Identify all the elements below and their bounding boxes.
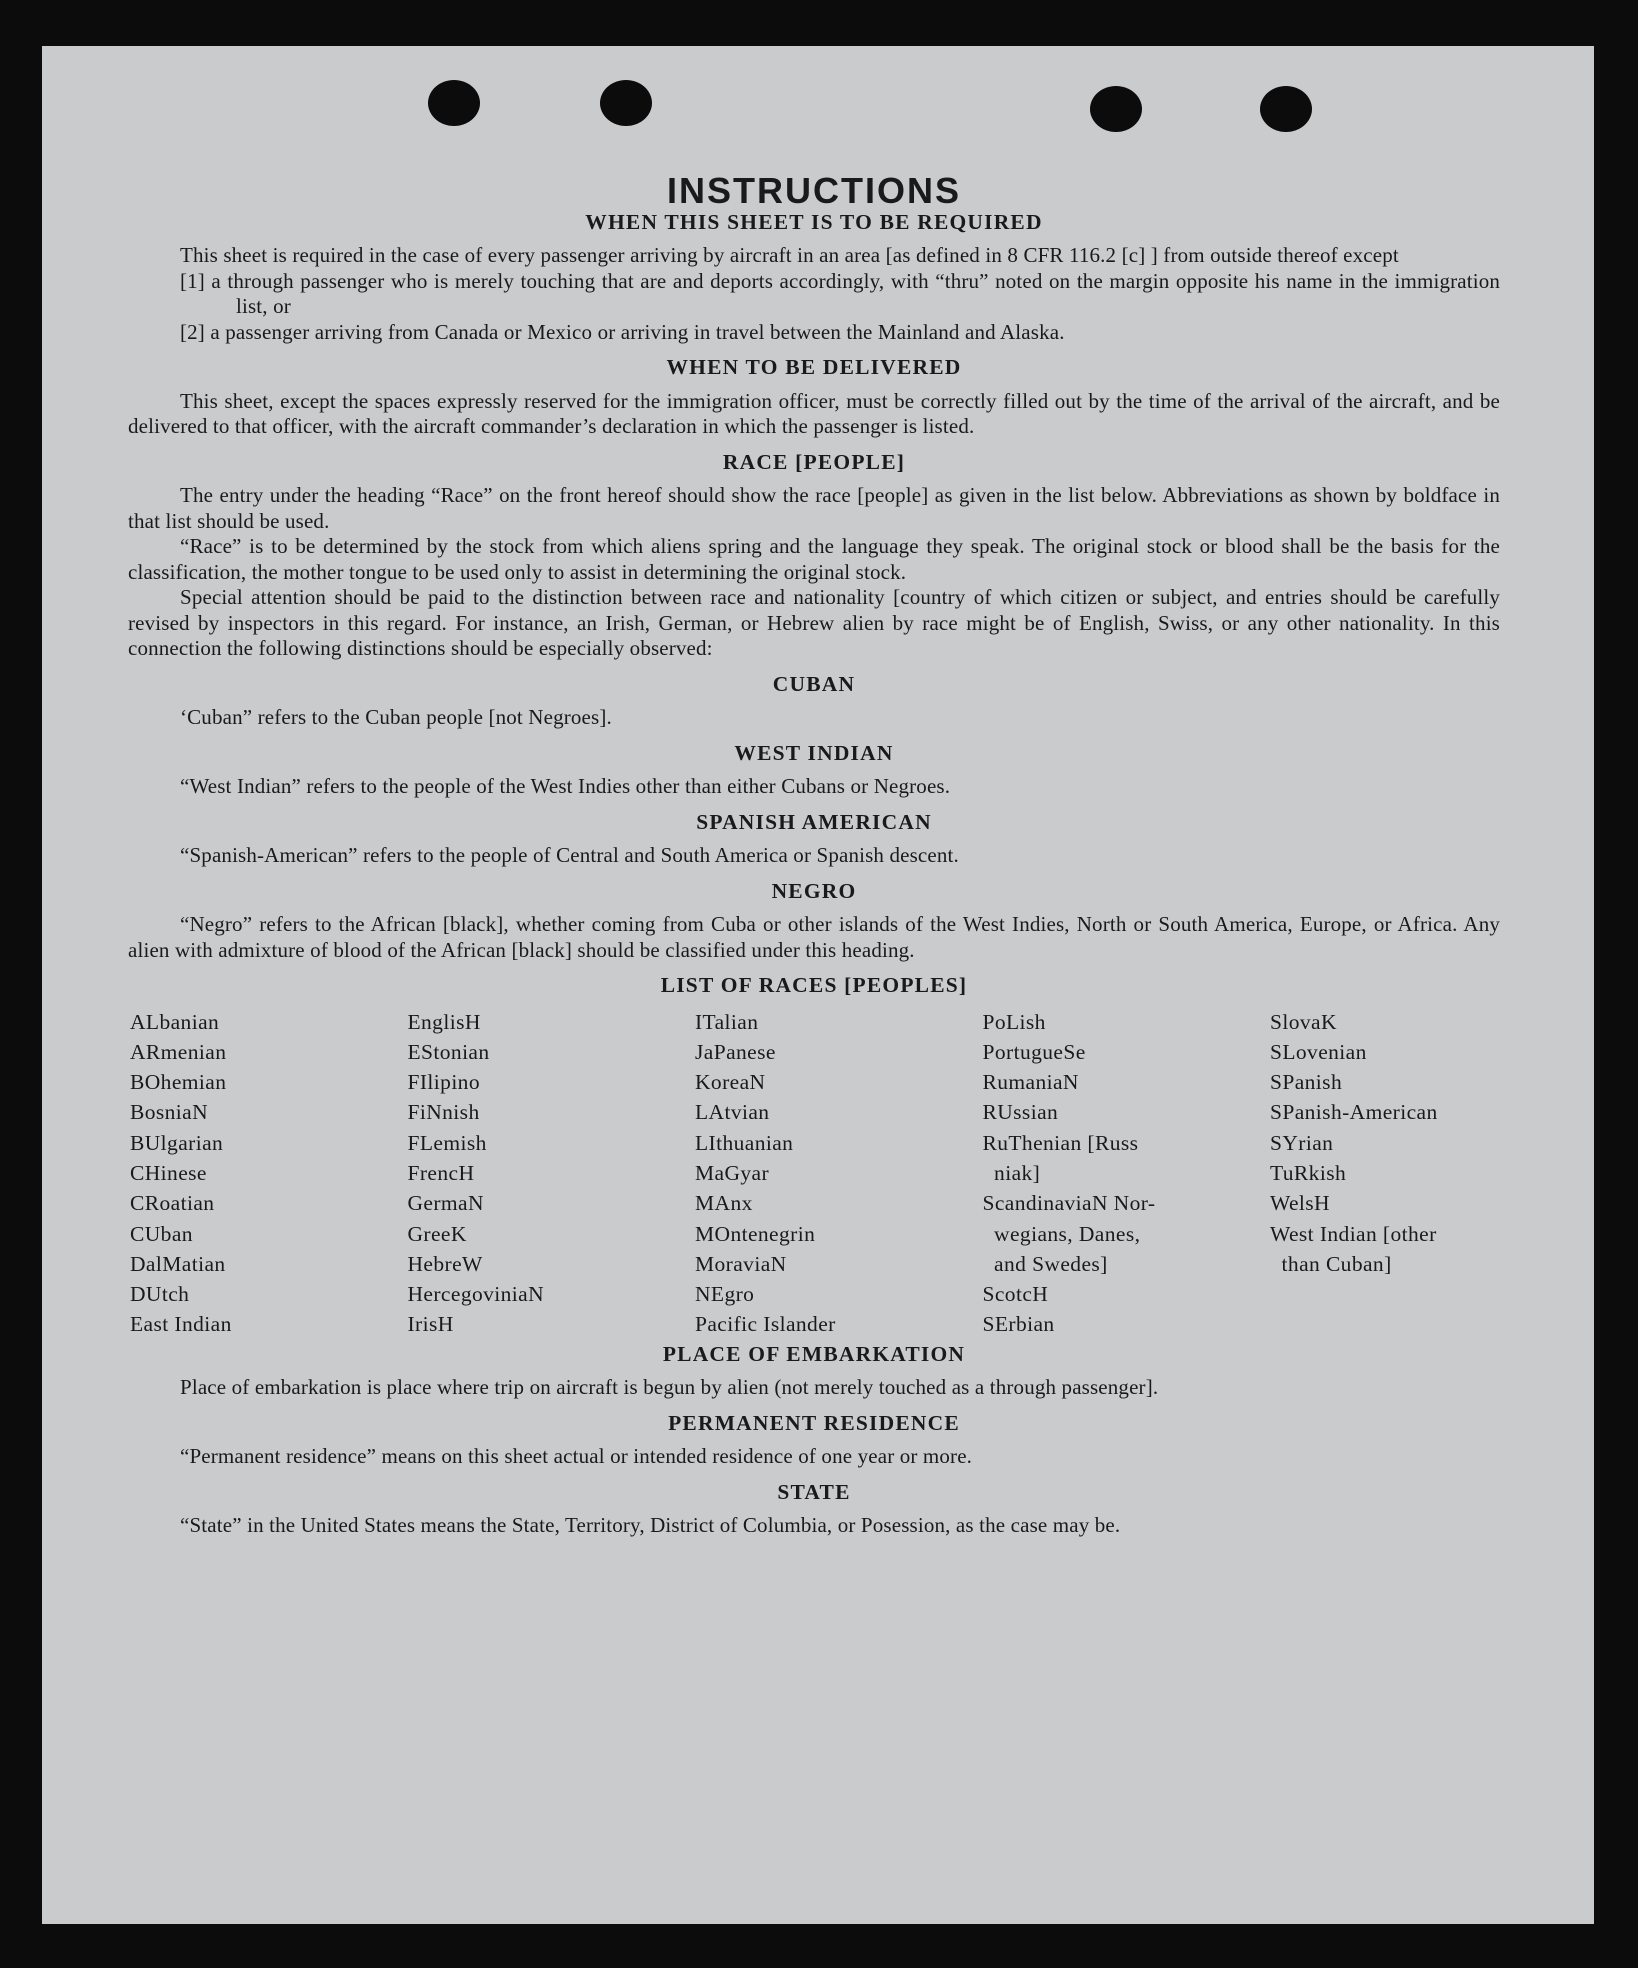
- race-entry: SYrian: [1270, 1130, 1334, 1155]
- required-item-1: [1] a through passenger who is merely touching that are and deports accordingly, with “thru” noted on the margin opposite his name in the immigration list, or: [180, 268, 1500, 318]
- race-entry: FLemish: [407, 1130, 487, 1155]
- race-entry: JaPanese: [695, 1039, 776, 1064]
- residence-text: “Permanent residence” means on this sheet actual or intended residence of one year or more.: [180, 1444, 973, 1469]
- heading-negro: NEGRO: [771, 878, 857, 903]
- delivered-text: This sheet, except the spaces expressly reserved for the immigration officer, must be correctly filled out by the time of the arrival of the aircraft, and be delivered to that officer, with the aircraft commander’s declaration in which the passenger is listed.: [128, 388, 1500, 438]
- race-entry: ITalian: [695, 1009, 759, 1034]
- heading-required: WHEN THIS SHEET IS TO BE REQUIRED: [585, 209, 1043, 234]
- race-entry: MoraviaN: [695, 1251, 787, 1276]
- race-entry: ScandinaviaN Nor-: [982, 1191, 1156, 1216]
- races-list: [130, 1007, 1500, 1340]
- race-entry: CRoatian: [130, 1191, 215, 1216]
- document-sheet: [42, 46, 1594, 1924]
- race-entry: BOhemian: [130, 1070, 227, 1095]
- race-paragraph-2: “Race” is to be determined by the stock from which aliens spring and the language they speak. The original stock or blood shall be the basis for the classification, the mother tongue to be used only to assist in determining the original stock.: [128, 534, 1500, 584]
- race-entry: HercegoviniaN: [407, 1282, 545, 1307]
- race-entry: EStonian: [407, 1039, 490, 1064]
- heading-residence: PERMANENT RESIDENCE: [668, 1410, 960, 1435]
- instructions-content: [128, 170, 1500, 1539]
- required-item-2: [2] a passenger arriving from Canada or Mexico or arriving in travel between the Mainland and Alaska.: [180, 319, 1065, 344]
- races-column-3: [695, 1007, 975, 1340]
- races-column-2: [408, 1007, 688, 1340]
- race-entry: CHinese: [130, 1160, 207, 1185]
- heading-races-list: LIST OF RACES [PEOPLES]: [660, 973, 968, 997]
- race-entry: CUban: [130, 1221, 193, 1246]
- race-entry: SLovenian: [1270, 1039, 1367, 1064]
- cuban-text: ‘Cuban” refers to the Cuban people [not Negroes].: [180, 705, 612, 729]
- race-paragraph-1: The entry under the heading “Race” on the front hereof should show the race [people] as given in the list below. Abbreviations as shown by boldface in that list should be used.: [128, 483, 1500, 533]
- race-entry: SErbian: [982, 1312, 1055, 1337]
- race-entry: PoLish: [982, 1009, 1046, 1034]
- race-entry: LIthuanian: [695, 1130, 794, 1155]
- race-entry: SPanish: [1270, 1070, 1343, 1095]
- race-entry: RumaniaN: [982, 1070, 1079, 1095]
- race-entry: WelsH: [1270, 1191, 1330, 1216]
- punch-hole: [600, 80, 652, 126]
- heading-west-indian: WEST INDIAN: [734, 740, 894, 765]
- heading-state: STATE: [777, 1479, 851, 1504]
- punch-hole: [428, 80, 480, 126]
- race-entry: ScotcH: [982, 1282, 1049, 1307]
- page-title: INSTRUCTIONS: [667, 170, 961, 211]
- race-entry: FIlipino: [407, 1070, 480, 1095]
- heading-delivered: WHEN TO BE DELIVERED: [666, 355, 962, 379]
- race-entry: EnglisH: [407, 1009, 481, 1034]
- embarkation-text: Place of embarkation is place where trip on aircraft is begun by alien (not merely touched as a through passenger].: [180, 1375, 1159, 1400]
- heading-spanish-american: SPANISH AMERICAN: [696, 809, 932, 834]
- race-entry: MOntenegrin: [695, 1221, 816, 1246]
- race-entry: MaGyar: [695, 1160, 770, 1185]
- race-entry: LAtvian: [695, 1100, 770, 1125]
- race-entry: DUtch: [130, 1282, 190, 1307]
- race-entry: DalMatian: [130, 1251, 226, 1276]
- race-entry: BosniaN: [130, 1100, 209, 1125]
- races-column-1: [130, 1007, 400, 1340]
- race-entry: West Indian [other: [1270, 1221, 1437, 1246]
- state-text: “State” in the United States means the State, Territory, District of Columbia, or Posession, as the case may be.: [180, 1513, 1121, 1538]
- race-entry: SlovaK: [1270, 1009, 1337, 1034]
- race-entry: IrisH: [407, 1312, 454, 1337]
- race-entry: East Indian: [130, 1312, 232, 1337]
- race-entry: MAnx: [695, 1191, 753, 1216]
- heading-race: RACE [PEOPLE]: [722, 449, 906, 474]
- races-column-4: [983, 1007, 1263, 1340]
- race-entry: GreeK: [407, 1221, 467, 1246]
- heading-cuban: CUBAN: [772, 671, 856, 696]
- race-entry: RuThenian [Russ: [982, 1130, 1139, 1155]
- race-entry: Pacific Islander: [695, 1312, 836, 1337]
- race-entry: TuRkish: [1270, 1160, 1347, 1185]
- race-entry: BUlgarian: [130, 1130, 224, 1155]
- race-entry: wegians, Danes,: [982, 1221, 1141, 1246]
- spanish-american-text: “Spanish-American” refers to the people of Central and South America or Spanish descent.: [180, 843, 959, 867]
- west-indian-text: “West Indian” refers to the people of the West Indies other than either Cubans or Negroes.: [180, 774, 951, 798]
- race-entry: GermaN: [407, 1191, 484, 1216]
- required-intro: This sheet is required in the case of every passenger arriving by aircraft in an area [as defined in 8 CFR 116.2 [c] ] from outside thereof except: [180, 243, 1399, 267]
- race-entry: FrencH: [407, 1160, 475, 1185]
- race-entry: FiNnish: [407, 1100, 480, 1125]
- race-entry: than Cuban]: [1270, 1251, 1392, 1276]
- race-entry: RUssian: [982, 1100, 1059, 1125]
- race-entry: ARmenian: [130, 1039, 227, 1064]
- races-column-5: [1270, 1007, 1500, 1340]
- punch-hole: [1260, 86, 1312, 132]
- heading-embarkation: PLACE OF EMBARKATION: [662, 1341, 966, 1366]
- race-entry: PortugueSe: [982, 1039, 1086, 1064]
- negro-text: “Negro” refers to the African [black], whether coming from Cuba or other islands of the West Indies, North or South America, Europe, or Africa. Any alien with admixture of blood of the African [black] should be classified under this heading.: [128, 912, 1500, 962]
- race-entry: and Swedes]: [982, 1251, 1108, 1276]
- race-entry: HebreW: [407, 1251, 483, 1276]
- race-paragraph-3: Special attention should be paid to the distinction between race and nationality [country of which citizen or subject, and entries should be carefully revised by inspectors in this regard. For instance, an Irish, German, or Hebrew alien by race might be of English, Swiss, or any other nationality. In this connection the following distinctions should be especially observed:: [128, 585, 1500, 660]
- race-entry: ALbanian: [130, 1009, 220, 1034]
- punch-hole: [1090, 86, 1142, 132]
- race-entry: NEgro: [695, 1282, 755, 1307]
- race-entry: niak]: [982, 1160, 1041, 1185]
- race-entry: KoreaN: [695, 1070, 766, 1095]
- race-entry: SPanish-American: [1270, 1100, 1438, 1125]
